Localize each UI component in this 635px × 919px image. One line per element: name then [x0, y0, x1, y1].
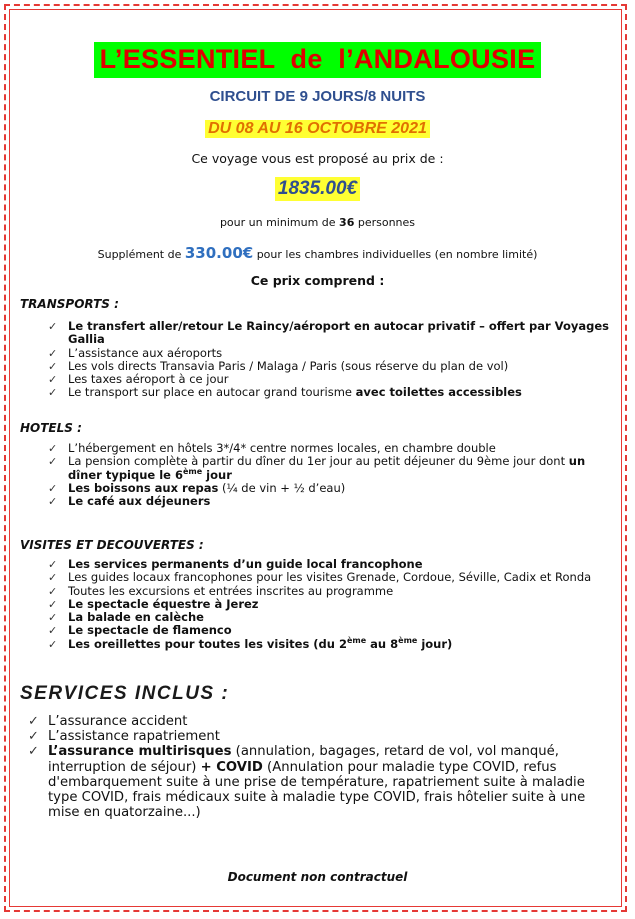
services-inclus-title: SERVICES INCLUS :: [20, 683, 230, 704]
check-icon: ✓: [48, 637, 58, 651]
supplement-amount: 330.00€: [184, 244, 254, 262]
check-icon: ✓: [48, 359, 58, 373]
list-item: ✓ Les vols directs Transavia Paris / Malaga / Paris (sous réserve du plan de vol): [48, 358, 509, 373]
section-transports-title: TRANSPORTS :: [20, 297, 119, 311]
visites-list: [48, 558, 616, 651]
single-supplement: Supplément de 330.00€ pour les chambres individuelles (en nombre limité): [97, 244, 538, 262]
list-item: ✓ Les boissons aux repas (¼ de vin + ½ d’eau): [48, 480, 346, 495]
check-icon: ✓: [48, 442, 58, 455]
price-intro: Ce voyage vous est proposé au prix de :: [191, 151, 444, 166]
check-icon: ✓: [48, 386, 58, 400]
list-item: ✓ Le café aux déjeuners: [48, 494, 211, 509]
dates-block: [0, 118, 635, 138]
check-icon: ✓: [48, 611, 58, 625]
check-icon: ✓: [28, 744, 39, 760]
minimum-count: 36: [339, 216, 355, 229]
check-icon: ✓: [48, 320, 58, 333]
check-icon: ✓: [28, 714, 39, 729]
price-block: [0, 177, 635, 201]
document-title: L’ESSENTIEL de l’ANDALOUSIE: [94, 42, 542, 78]
list-item: ✓ Les taxes aéroport à ce jour: [48, 372, 229, 387]
circuit-subtitle: CIRCUIT DE 9 JOURS/8 NUITS: [209, 88, 426, 105]
list-item: ✓ L’assistance rapatriement: [28, 729, 220, 745]
transports-list: [48, 320, 616, 400]
list-item: ✓ Le spectacle de flamenco: [48, 623, 232, 638]
check-icon: ✓: [48, 571, 58, 585]
list-item: ✓ L’assistance aux aéroports: [48, 345, 223, 360]
check-icon: ✓: [48, 584, 58, 598]
check-icon: ✓: [48, 346, 58, 360]
check-icon: ✓: [48, 495, 58, 509]
check-icon: ✓: [48, 373, 58, 387]
services-list: [28, 714, 588, 820]
list-item: ✓ L’assurance multirisques (annulation, bagages, retard de vol, vol manqué, interruption de séjour) + COVID (Annulation pour maladie type COVID, refus d'embarquement suite à une prise de température, rapatriement suite à maladie type COVID, frais médicaux suite à maladie type COVID, frais hôtelier suite à une mise en quatorzaine...): [28, 744, 586, 821]
list-item: ✓ Le transport sur place en autocar grand tourisme avec toilettes accessibles: [48, 385, 522, 400]
check-icon: ✓: [48, 558, 58, 571]
hotels-list: [48, 442, 616, 508]
minimum-participants: pour un minimum de 36 personnes: [219, 216, 416, 229]
price-includes-heading: Ce prix comprend :: [250, 273, 385, 288]
check-icon: ✓: [48, 624, 58, 638]
title-block: [0, 42, 635, 78]
list-item: ✓ Le transfert aller/retour Le Raincy/aéroport en autocar privatif – offert par Voyages Gallia: [48, 319, 609, 347]
check-icon: ✓: [48, 481, 58, 495]
list-item: ✓ Les oreillettes pour toutes les visites (du 2ème au 8ème jour): [48, 635, 453, 651]
list-item: ✓ Toutes les excursions et entrées inscrites au programme: [48, 583, 394, 598]
section-visites-title: VISITES ET DECOUVERTES :: [20, 538, 204, 552]
list-item: ✓ L’hébergement en hôtels 3*/4* centre normes locales, en chambre double: [48, 441, 496, 455]
section-hotels-title: HOTELS :: [20, 421, 82, 435]
list-item: ✓ La pension complète à partir du dîner du 1er jour au petit déjeuner du 9ème jour dont un dîner typique le 6ème jour: [48, 454, 586, 482]
list-item: ✓ La balade en calèche: [48, 610, 204, 625]
price-value: 1835.00€: [275, 177, 360, 201]
check-icon: ✓: [48, 455, 58, 469]
list-item: ✓ Les services permanents d’un guide local francophone: [48, 557, 423, 571]
list-item: ✓ Le spectacle équestre à Jerez: [48, 596, 259, 611]
list-item: ✓ Les guides locaux francophones pour les visites Grenade, Cordoue, Séville, Cadix et Ronda: [48, 570, 592, 585]
footer-disclaimer: Document non contractuel: [227, 870, 408, 884]
check-icon: ✓: [48, 597, 58, 611]
travel-dates: DU 08 AU 16 OCTOBRE 2021: [205, 120, 430, 138]
list-item: ✓ L’assurance accident: [28, 714, 188, 729]
check-icon: ✓: [28, 729, 39, 745]
